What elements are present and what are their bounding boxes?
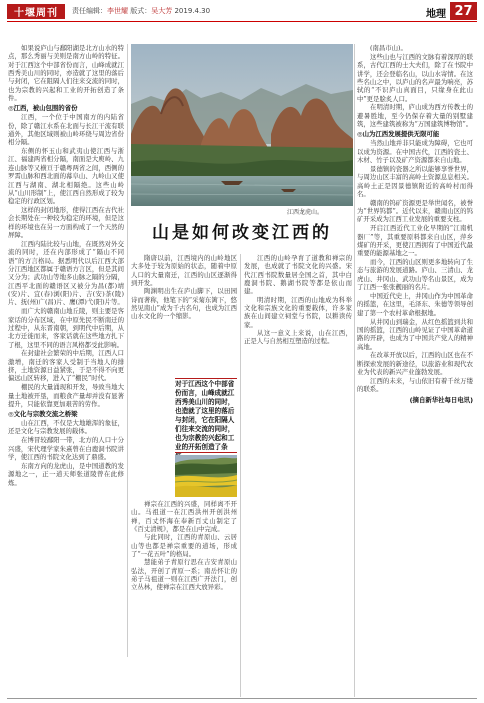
paragraph: 禅宗在江西的兴盛，同样离不开山。马祖道一在江西洪州开创洪州禅，百丈怀海在奉新百丈山制定了《百丈清规》，都是在山中完成。 xyxy=(131,500,237,534)
designer-name: 吴大芳 xyxy=(151,7,173,15)
column-divider xyxy=(127,44,128,657)
paragraph: 在改革开放以后，江西的山区也在不断探索发展的新途径，以旅游业和现代农业为代表的新兴产业蓬勃发展。 xyxy=(357,351,473,377)
field-landscape-image xyxy=(175,455,237,497)
right-column xyxy=(357,44,473,697)
mid-column-1-bottom xyxy=(131,500,237,697)
subheading: ◎山为江西发展提供无限可能 xyxy=(357,130,440,139)
mid-column-1-left xyxy=(131,380,171,498)
rapeseed-field-photo xyxy=(175,455,237,497)
pullquote-rule-bottom xyxy=(175,452,237,453)
pullquote: 对于江西这个中部省份而言，山峰成就江西秀美山川的同时，也造就了这里的落后与封闭，它在阳隔人们往来交流的同时，也为宗教的兴起和工业的开拓创造了条 xyxy=(175,380,235,451)
paragraph: 这样的封闭地形，使得江西在古代社会长期处在一种较为稳定的环境，但是这样的环境也在另一方面构成了一个天然的屏障。 xyxy=(8,206,124,240)
paragraph: 在封建社会繁荣的中后期，江西人口激增，南迁的客家人受制于当地人的排挤，土地资源日益紧张，于是不得不向更偏远山区转移，进入了“棚民”时代。 xyxy=(8,349,124,383)
mid-column-2 xyxy=(244,254,352,697)
paragraph: 与此同时，江西的青原山、云居山等也都是禅宗重要的道场，形成了“一花五叶”的格局。 xyxy=(131,533,237,559)
page-header xyxy=(0,0,484,22)
paragraph: 当然山地并非只能成为障碍，它也可以成为资源。在中国古代，江西的瓷土、木材、竹子以及矿产资源都来自山地。 xyxy=(357,139,473,164)
paragraph: 而今，江西的山区则更多地转向了生态与旅游的发展道路。庐山、三清山、龙虎山、井冈山、武功山等名山景区，成为了江西一张张靓丽的名片。 xyxy=(357,258,473,292)
paragraph: 东侧的怀玉山和武夷山使江西与浙江、福建两省相分隔，南面是大庾岭、九连山脉等又横亘于赣粤两省之间，西侧的罗霄山脉和西北面的幕阜山、九岭山又使江西与湖南、湖北相隔绝。这些山岭从“山川形制”上，使江西自然形成了较为稳定的行政区划。 xyxy=(8,147,124,206)
editors-prefix: 责任编辑： xyxy=(72,7,107,15)
subheading: ◎江西，被山包围的省份 xyxy=(8,104,78,113)
article-headline: 山是如何改变江西的 xyxy=(152,223,332,243)
paper-name-badge: 十堰周刊 xyxy=(7,4,65,19)
paragraph: 这些山也与江西的文脉有着深厚的联系，古代江西的士大夫们，除了在书院中讲学，还会登临名山，以山水寄情。在这些名山之中，以庐山的名声最为响亮，苏轼的“不识庐山真面目，只缘身在此山中”更是脍炙人口。 xyxy=(357,52,473,103)
mountain-landscape-image xyxy=(131,44,353,206)
column-divider xyxy=(240,254,241,697)
column-divider xyxy=(354,44,355,697)
paragraph: 江西的山岭孕育了道教和禅宗的发展，也成就了书院文化的兴盛。宋代江西书院数量居全国之首，其中白鹿洞书院、鹅湖书院等都是依山而建。 xyxy=(244,254,352,296)
section-tag: 地理 xyxy=(426,9,446,20)
longhushan-photo xyxy=(131,44,353,206)
paragraph: 陶渊明出生在庐山脚下，以田园诗而著称，他笔下的“采菊东篱下，悠然见南山”成为千古名句，也成为江西山水文化的一个缩影。 xyxy=(131,287,237,321)
paragraph: 从井冈山到瑞金，从红色摇篮到共和国的摇篮，江西的山岭见证了中国革命道路的开辟，也成为了中国共产党人的精神高地。 xyxy=(357,317,473,351)
pullquote-rule-top xyxy=(175,378,237,379)
paragraph: 开启江西近代工业化早期的“江南机器厂”等，其重要原料都来自山区，萍乡煤矿的开采，更使江西拥有了中国近代最重要的能源基地之一。 xyxy=(357,224,473,258)
header-rule xyxy=(7,21,477,22)
paragraph: 东南方向的龙虎山，是中国道教的发源地之一，正一道天师张道陵曾在此修炼。 xyxy=(8,461,124,487)
left-column xyxy=(8,44,124,657)
page-number: 27 xyxy=(450,2,477,20)
paragraph: 在博冒较鄱阳一带，北方的人口十分兴盛，宋代理学家朱熹曾在白鹿洞书院讲学，使江西的书院文化达到了鼎盛。 xyxy=(8,436,124,461)
paragraph: 如果说庐山与鄱阳湖是北方山水的特点，那么秀丽与美则是南方山岭的特征。对于江西这个中部省份而言，山峰成就江西秀美山川的同时，亦造就了这里的落后与封闭，它在阻隔人们往来交流的同时，也为宗教的兴起和工业的开拓创造了条件。 xyxy=(8,44,124,103)
paragraph: 在明清时期，庐山成为西方传教士的避暑胜地，至今仍保存着大量的别墅建筑，这些建筑被称为“万国建筑博物馆”。 xyxy=(357,103,473,129)
paragraph: 而广大的赣南山地丘陵，则主要是客家话的分布区域，在中原先民不断南迁的过程中，从东晋南朝，到明代中后期，从北方迁徙而来，客家话就在这些地方扎下了根，这里不同的语言风格都受此影响。 xyxy=(8,307,124,349)
paragraph: (南昌市山)。 xyxy=(370,44,407,52)
paragraph: 中国近代史上，井冈山作为中国革命的摇篮，在这里，毛泽东、朱德等领导创建了第一个农村革命根据地。 xyxy=(357,291,473,317)
editors-mid: 版式： xyxy=(130,7,152,15)
bottom-rule xyxy=(7,698,477,699)
editors-line xyxy=(72,6,210,16)
paragraph: 江西，一个位于中国南方的内陆省份，除了赣江水系在北面与长江干流有联通外，其他区域则被山岭环绕与周边省份相分隔。 xyxy=(8,113,124,147)
subheading: ◎文化与宗教交流之桥梁 xyxy=(8,410,78,419)
paragraph: 山在江西，不仅是大地雄浑的象征，还是文化与宗教发展的载体。 xyxy=(8,419,124,436)
source-credit: (摘自新华社每日电讯) xyxy=(409,395,473,404)
photo-caption: 江西龙虎山。 xyxy=(287,209,324,216)
mid-column-1-top xyxy=(131,254,237,376)
paragraph: 从这一意义上来说，山在江西，正是人与自然相互塑造的过程。 xyxy=(244,329,352,346)
paragraph: 江西内陆比较与山地，在既然对外交流的同时，还在内部形成了“隔山不同语”的方言格局。据悉明代以后江西大部分江西地区都属于赣语方言区，但是其间又分为；武功山等地多山脉之隔的分隔，江西平北面的赣语区又被分为昌(都)靖(安)片、宜(春)浏(阳)片、吉(安)茶(陵)片、抚(州)广(昌)片、鹰(潭)弋(阳)片等。 xyxy=(8,239,124,307)
paragraph: 棚民的大量涌现和开发，导致当地大量土地被开垦，而粮食产量却并没有显著提升，只能依靠更加艰苦的劳作。 xyxy=(8,383,124,408)
paragraph: 赣南的钨矿资源更是举世闻名，被誉为“世界钨都”。近代以来，赣南山区的钨矿开采成为江西工业发展的重要支柱。 xyxy=(357,198,473,224)
paragraph: 景德镇的瓷器之所以能够享誉世界，与周边山区丰富的高岭土资源息息相关。高岭土正是因景德镇附近的高岭村而得名。 xyxy=(357,164,473,198)
editor-name: 李世耀 xyxy=(107,7,128,15)
paragraph: 隋唐以前，江西境内的山岭地区大多处于较为原始的状态，随着中原人口的大量南迁，江西的山区逐渐得到开发。 xyxy=(131,254,237,288)
issue-date: 2019.4.30 xyxy=(174,7,211,15)
paragraph: 慧能弟子青原行思在吉安青原山弘法，开创了青原一系；南岳怀让的弟子马祖道一则在江西广开法门，创立丛林，使禅宗在江西大放异彩。 xyxy=(131,558,237,592)
paragraph: 明清时期，江西的山地成为科举文化和宗族文化的重要载体，许多家族在山间建立祠堂与书院，以耕读传家。 xyxy=(244,295,352,329)
paragraph: 江西的未来，与山依旧有着千丝万缕的联系。 xyxy=(357,376,473,394)
